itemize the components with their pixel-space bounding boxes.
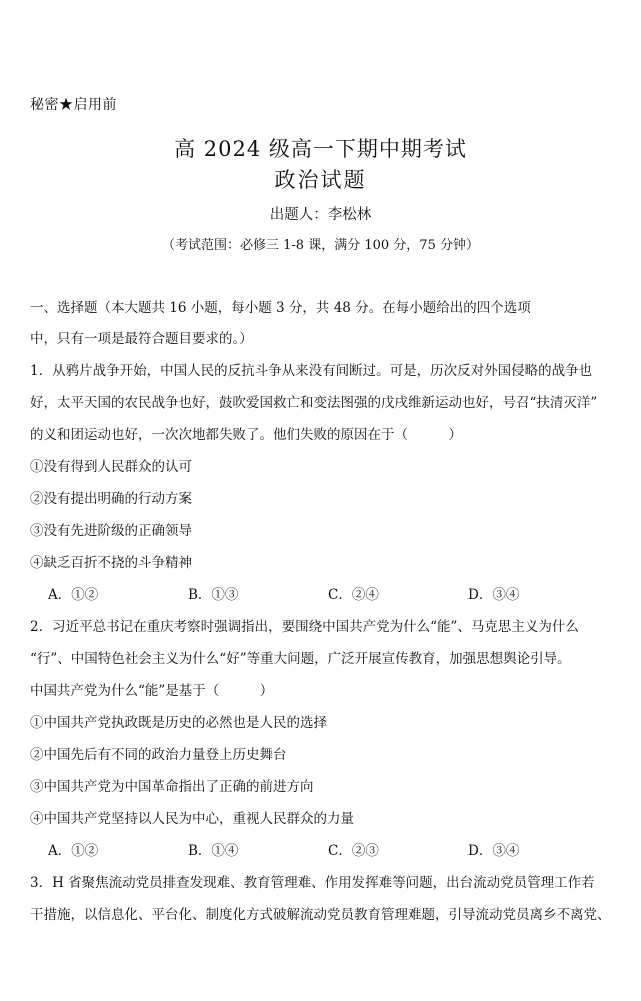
subject-title: 政治试题 bbox=[274, 168, 367, 192]
option-c: C．②④ bbox=[328, 587, 379, 603]
question-1-line-3: 的义和团运动也好，一次次地都失败了。他们失败的原因在于（ ） bbox=[30, 427, 462, 443]
question-1-options bbox=[48, 583, 608, 603]
question-2-line-2: “行”、中国特色社会主义为什么“好”等重大问题，广泛开展宣传教育，加强思想舆论引导。 bbox=[30, 651, 571, 667]
question-3-line-1: 3．H 省聚焦流动党员排查发现难、教育管理难、作用发挥难等问题，出台流动党员管理工作若 bbox=[30, 875, 595, 891]
question-1-statement-4: ④缺乏百折不挠的斗争精神 bbox=[30, 555, 192, 571]
question-2-statement-1: ①中国共产党执政既是历史的必然也是人民的选择 bbox=[30, 715, 327, 731]
question-3-line-2: 干措施，以信息化、平台化、制度化方式破解流动党员教育管理难题，引导流动党员离乡不离党、 bbox=[30, 907, 611, 923]
question-2-line-1: 2．习近平总书记在重庆考察时强调指出，要围绕中国共产党为什么“能”、马克思主义为什么 bbox=[30, 619, 579, 635]
exam-scope: （考试范围：必修三 1-8 课，满分 100 分，75 分钟） bbox=[162, 238, 479, 253]
option-d: D．③④ bbox=[468, 587, 520, 603]
option-a: A．①② bbox=[48, 843, 99, 859]
option-d: D．③④ bbox=[468, 843, 520, 859]
section-heading-line-1: 一、选择题（本大题共 16 小题，每小题 3 分，共 48 分。在每小题给出的四个选项 bbox=[30, 300, 531, 316]
question-2-statement-4: ④中国共产党坚持以人民为中心，重视人民群众的力量 bbox=[30, 811, 354, 827]
section-heading-line-2: 中，只有一项是最符合题目要求的。） bbox=[30, 331, 253, 347]
question-1-line-1: 1．从鸦片战争开始，中国人民的反抗斗争从来没有间断过。可是，历次反对外国侵略的战争也 bbox=[30, 363, 593, 379]
option-a: A．①② bbox=[48, 587, 99, 603]
author-line: 出题人：李松林 bbox=[269, 207, 372, 223]
option-b: B．①④ bbox=[188, 843, 239, 859]
question-2-statement-3: ③中国共产党为中国革命指出了正确的前进方向 bbox=[30, 779, 314, 795]
question-2-options bbox=[48, 839, 608, 859]
question-1-line-2: 好，太平天国的农民战争也好，鼓吹爱国救亡和变法图强的戊戌维新运动也好，号召“扶清灭洋” bbox=[30, 395, 598, 411]
option-b: B．①③ bbox=[188, 587, 239, 603]
question-2-line-3: 中国共产党为什么“能”是基于（ ） bbox=[30, 683, 274, 699]
question-1-statement-2: ②没有提出明确的行动方案 bbox=[30, 491, 192, 507]
question-2-statement-2: ②中国先后有不同的政治力量登上历史舞台 bbox=[30, 747, 287, 763]
question-1-statement-3: ③没有先进阶级的正确领导 bbox=[30, 523, 192, 539]
option-c: C．②③ bbox=[328, 843, 379, 859]
question-1-statement-1: ①没有得到人民群众的认可 bbox=[30, 459, 192, 475]
confidential-label: 秘密★启用前 bbox=[30, 97, 117, 113]
exam-title: 高 2024 级高一下期中期考试 bbox=[174, 137, 467, 161]
